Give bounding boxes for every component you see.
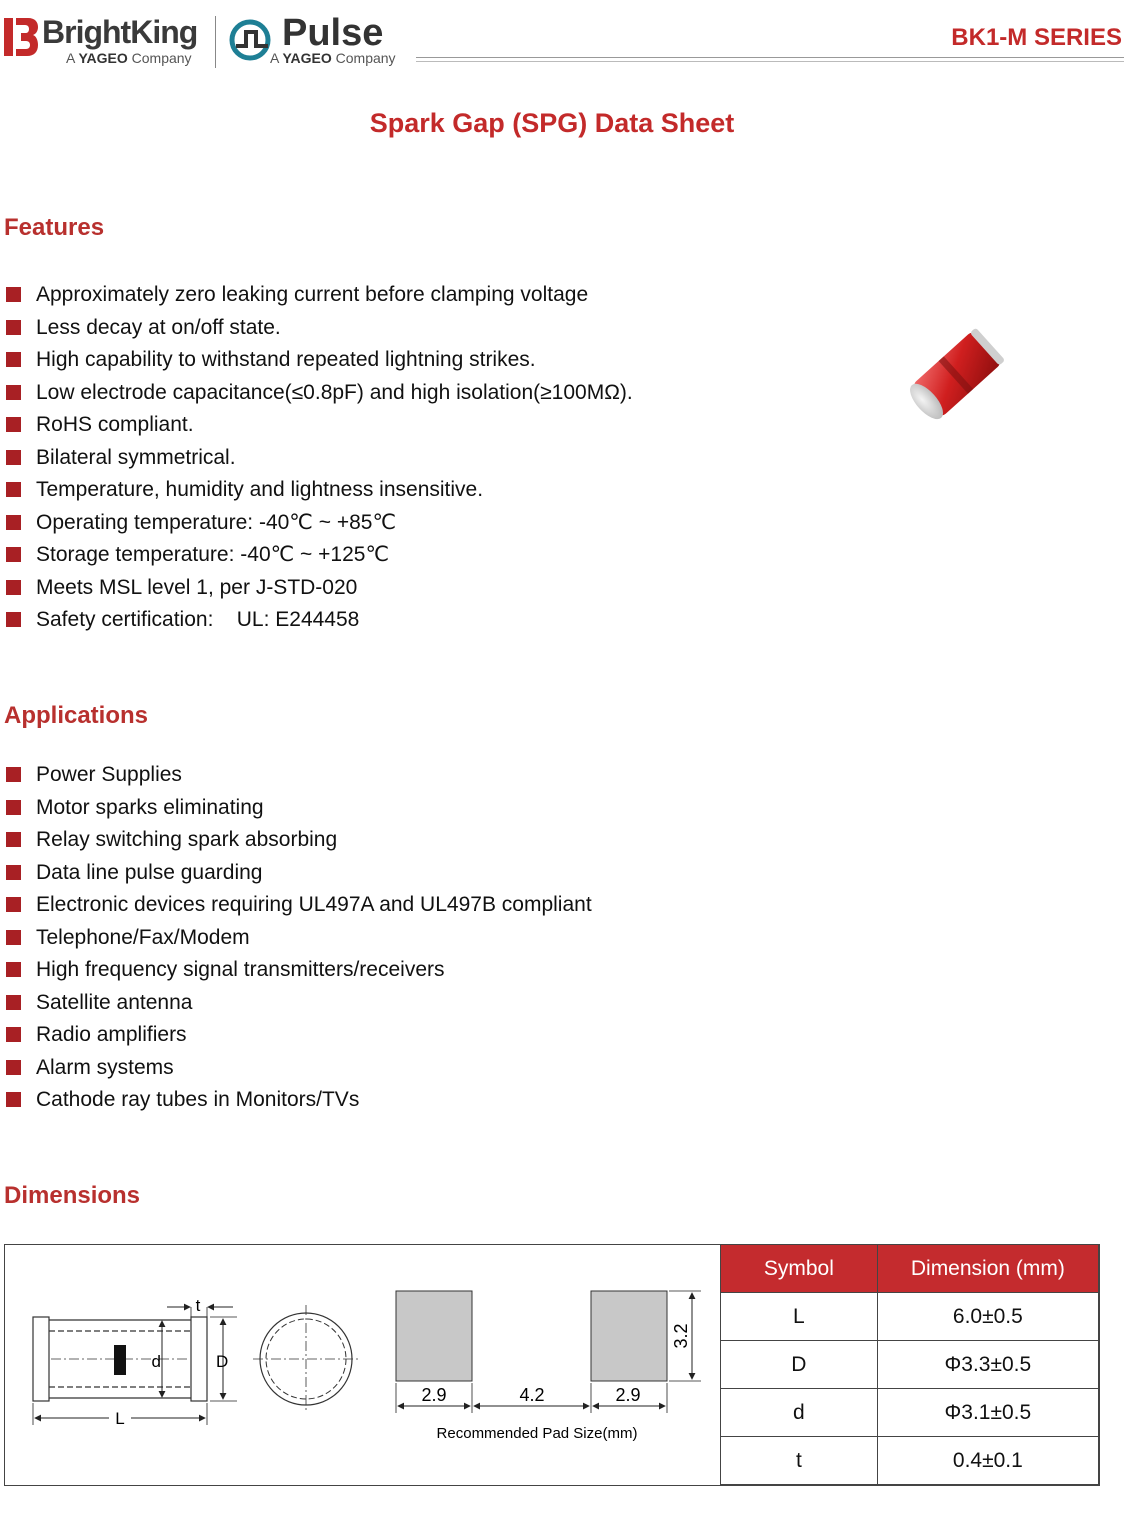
page-title: Spark Gap (SPG) Data Sheet bbox=[369, 108, 735, 138]
value-cell: 6.0±0.5 bbox=[877, 1293, 1098, 1341]
dimension-table bbox=[720, 1244, 1099, 1485]
application-item: Electronic devices requiring UL497A and UL497B compliant bbox=[6, 891, 592, 924]
pad-gap: 4.2 bbox=[519, 1385, 545, 1405]
application-item: Power Supplies bbox=[6, 761, 592, 794]
pad-right-width: 2.9 bbox=[615, 1385, 641, 1405]
features-heading: Features bbox=[4, 214, 105, 241]
symbol-cell: t bbox=[721, 1437, 878, 1485]
table-row bbox=[721, 1437, 1099, 1485]
table-row bbox=[721, 1293, 1099, 1341]
application-item: Motor sparks eliminating bbox=[6, 794, 592, 827]
application-item: High frequency signal transmitters/receivers bbox=[6, 956, 592, 989]
applications-heading: Applications bbox=[4, 702, 149, 729]
gap-electrode bbox=[114, 1345, 126, 1375]
application-item: Data line pulse guarding bbox=[6, 859, 592, 892]
pad-caption: Recommended Pad Size(mm) bbox=[436, 1425, 638, 1442]
pulse-name: Pulse bbox=[282, 12, 384, 54]
table-row bbox=[721, 1341, 1099, 1389]
feature-item: Temperature, humidity and lightness insensitive. bbox=[6, 476, 633, 509]
brightking-subtitle: A YAGEO Company bbox=[66, 50, 192, 66]
table-header-row bbox=[721, 1245, 1099, 1293]
symbol-cell: d bbox=[721, 1389, 878, 1437]
feature-item: Approximately zero leaking current before clamping voltage bbox=[6, 281, 633, 314]
application-item: Telephone/Fax/Modem bbox=[6, 924, 592, 957]
feature-item: RoHS compliant. bbox=[6, 411, 633, 444]
dimensions-heading: Dimensions bbox=[4, 1182, 141, 1209]
pad-right bbox=[591, 1291, 667, 1381]
logo-divider bbox=[215, 16, 216, 68]
feature-item: Meets MSL level 1, per J-STD-020 bbox=[6, 574, 633, 607]
feature-item: Less decay at on/off state. bbox=[6, 314, 633, 347]
feature-item: Operating temperature: -40℃ ~ +85℃ bbox=[6, 509, 633, 542]
pad-left bbox=[396, 1291, 472, 1381]
value-cell: 0.4±0.1 bbox=[877, 1437, 1098, 1485]
label-d: d bbox=[151, 1352, 161, 1371]
dimension-drawing bbox=[5, 1245, 721, 1485]
application-item: Radio amplifiers bbox=[6, 1021, 592, 1054]
application-item: Cathode ray tubes in Monitors/TVs bbox=[6, 1086, 592, 1119]
label-t: t bbox=[195, 1296, 201, 1315]
feature-item: Safety certification: UL: E244458 bbox=[6, 606, 633, 639]
application-item: Satellite antenna bbox=[6, 989, 592, 1022]
features-list bbox=[6, 281, 633, 639]
header-rule bbox=[416, 57, 1124, 58]
component-image bbox=[902, 318, 1012, 430]
feature-item: Storage temperature: -40℃ ~ +125℃ bbox=[6, 541, 633, 574]
header-dimension: Dimension (mm) bbox=[877, 1245, 1098, 1293]
dimensions-box bbox=[4, 1244, 1100, 1486]
header-symbol: Symbol bbox=[721, 1245, 878, 1293]
pulse-subtitle: A YAGEO Company bbox=[270, 50, 396, 66]
pulse-mark-icon bbox=[228, 18, 276, 62]
symbol-cell: L bbox=[721, 1293, 878, 1341]
feature-item: Low electrode capacitance(≤0.8pF) and high isolation(≥100MΩ). bbox=[6, 379, 633, 412]
pad-left-width: 2.9 bbox=[421, 1385, 447, 1405]
pad-height: 3.2 bbox=[671, 1323, 691, 1349]
application-item: Relay switching spark absorbing bbox=[6, 826, 592, 859]
value-cell: Φ3.3±0.5 bbox=[877, 1341, 1098, 1389]
applications-list bbox=[6, 761, 592, 1119]
application-item: Alarm systems bbox=[6, 1054, 592, 1087]
label-L: L bbox=[115, 1409, 125, 1428]
feature-item: High capability to withstand repeated lightning strikes. bbox=[6, 346, 633, 379]
feature-item: Bilateral symmetrical. bbox=[6, 444, 633, 477]
brightking-mark-icon bbox=[4, 18, 38, 56]
header-rule-secondary bbox=[416, 61, 1124, 62]
value-cell: Φ3.1±0.5 bbox=[877, 1389, 1098, 1437]
page-header bbox=[0, 0, 1138, 75]
series-label: BK1-M SERIES bbox=[951, 24, 1122, 51]
label-D: D bbox=[216, 1352, 229, 1371]
table-row bbox=[721, 1389, 1099, 1437]
symbol-cell: D bbox=[721, 1341, 878, 1389]
brightking-name: BrightKing bbox=[42, 14, 198, 50]
end-view bbox=[253, 1305, 359, 1413]
